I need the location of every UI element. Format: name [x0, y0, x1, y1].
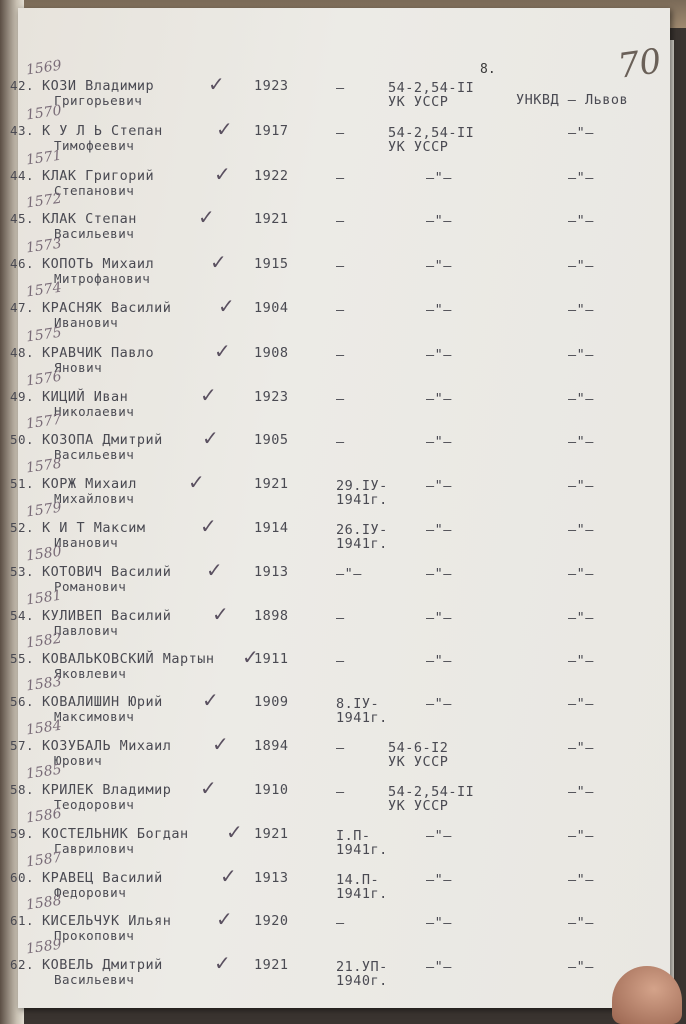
organ-ditto: –"–: [568, 347, 594, 363]
patronymic: Иванович: [54, 535, 119, 550]
patronymic: Васильевич: [54, 447, 135, 462]
checkmark-icon: ✓: [202, 688, 219, 712]
arrest-date: –: [336, 653, 345, 669]
row-number: 51.: [10, 476, 35, 491]
criminal-code: УК УССР: [388, 139, 449, 155]
organ-ditto: –"–: [568, 125, 594, 141]
birth-year: 1923: [254, 389, 289, 405]
patronymic: Николаевич: [54, 404, 135, 419]
checkmark-icon: ✓: [212, 732, 229, 756]
criminal-code: УК УССР: [388, 754, 449, 770]
criminal-article: –"–: [426, 566, 452, 582]
surname-first-name: К У Л Ь Степан: [42, 123, 163, 139]
archive-index-note: 1574: [25, 279, 63, 301]
criminal-article: –"–: [426, 478, 452, 494]
surname-first-name: КРАСНЯК Василий: [42, 300, 172, 316]
arrest-date: –: [336, 434, 345, 450]
birth-year: 1920: [254, 913, 289, 929]
criminal-article: –"–: [426, 258, 452, 274]
organ-ditto: –"–: [568, 434, 594, 450]
checkmark-icon: ✓: [202, 426, 219, 450]
surname-first-name: КУЛИВЕП Василий: [42, 608, 172, 624]
checkmark-icon: ✓: [216, 907, 233, 931]
organ-ditto: –"–: [568, 302, 594, 318]
archive-index-note: 1573: [25, 235, 63, 257]
organ-ditto: –"–: [568, 522, 594, 538]
row-number: 62.: [10, 957, 35, 972]
table-row: [10, 849, 670, 914]
arrest-date: –: [336, 80, 345, 96]
archive-index-note: 1579: [25, 499, 63, 521]
row-number: 43.: [10, 123, 35, 138]
criminal-article: –"–: [426, 347, 452, 363]
patronymic: Романович: [54, 579, 127, 594]
row-number: 58.: [10, 782, 35, 797]
criminal-article: –"–: [426, 434, 452, 450]
archive-index-note: 1581: [25, 587, 63, 609]
archive-index-note: 1588: [25, 892, 63, 914]
archive-index-note: 1582: [25, 630, 63, 652]
archive-index-note: 1572: [25, 190, 63, 212]
organ-ditto: –"–: [568, 784, 594, 800]
archive-index-note: 1570: [25, 102, 63, 124]
patronymic: Яковлевич: [54, 666, 127, 681]
arrest-date-year: 1941г.: [336, 536, 388, 552]
checkmark-icon: ✓: [200, 776, 217, 800]
row-number: 54.: [10, 608, 35, 623]
birth-year: 1921: [254, 211, 289, 227]
criminal-article: –"–: [426, 302, 452, 318]
organ-ditto: –"–: [568, 653, 594, 669]
row-number: 57.: [10, 738, 35, 753]
archive-index-note: 1576: [25, 368, 63, 390]
document-page: [10, 8, 670, 1008]
patronymic: Тимофеевич: [54, 138, 135, 153]
table-row: [10, 368, 670, 433]
organ-ditto: –"–: [568, 170, 594, 186]
table-row: [10, 936, 670, 1001]
arrest-date: –: [336, 258, 345, 274]
table-row: [10, 324, 670, 389]
patronymic: Гаврилович: [54, 841, 135, 856]
table-row: [10, 455, 670, 520]
birth-year: 1917: [254, 123, 289, 139]
arrest-date: 21.УП-: [336, 959, 388, 975]
patronymic: Васильевич: [54, 972, 135, 987]
patronymic: Юрович: [54, 753, 103, 768]
archive-index-note: 1589: [25, 936, 63, 958]
arrest-date: –: [336, 784, 345, 800]
organ-ditto: –"–: [568, 478, 594, 494]
surname-first-name: КРАВЕЦ Василий: [42, 870, 163, 886]
criminal-article: –"–: [426, 696, 452, 712]
criminal-article: –"–: [426, 915, 452, 931]
patronymic: Теодорович: [54, 797, 135, 812]
archive-index-note: 1585: [25, 761, 63, 783]
row-number: 49.: [10, 389, 35, 404]
birth-year: 1905: [254, 432, 289, 448]
row-number: 44.: [10, 168, 35, 183]
arrest-date: 26.IУ-: [336, 522, 388, 538]
surname-first-name: КОТОВИЧ Василий: [42, 564, 172, 580]
checkmark-icon: ✓: [200, 514, 217, 538]
arrest-date: –: [336, 125, 345, 141]
table-row: [10, 235, 670, 300]
criminal-article: 54-2,54-II: [388, 80, 475, 96]
checkmark-icon: ✓: [210, 250, 227, 274]
organ-ditto: –"–: [568, 872, 594, 888]
archive-index-note: 1586: [25, 805, 63, 827]
organ-ditto: –"–: [568, 959, 594, 975]
organ-ditto: –"–: [568, 915, 594, 931]
patronymic: Павлович: [54, 623, 119, 638]
patronymic: Григорьевич: [54, 93, 143, 108]
row-number: 47.: [10, 300, 35, 315]
birth-year: 1909: [254, 694, 289, 710]
birth-year: 1908: [254, 345, 289, 361]
criminal-article: –"–: [426, 391, 452, 407]
row-number: 52.: [10, 520, 35, 535]
criminal-article: 54-2,54-II: [388, 784, 475, 800]
archive-index-note: 1583: [25, 673, 63, 695]
arrest-date-year: 1941г.: [336, 492, 388, 508]
checkmark-icon: ✓: [208, 72, 225, 96]
arrest-date: –: [336, 170, 345, 186]
birth-year: 1910: [254, 782, 289, 798]
patronymic: Иванович: [54, 315, 119, 330]
arrest-date: –: [336, 347, 345, 363]
surname-first-name: КОСТЕЛЬНИК Богдан: [42, 826, 189, 842]
birth-year: 1913: [254, 870, 289, 886]
surname-first-name: К И Т Максим: [42, 520, 146, 536]
birth-year: 1911: [254, 651, 289, 667]
arrest-date: –: [336, 302, 345, 318]
arrest-date: –: [336, 213, 345, 229]
checkmark-icon: ✓: [214, 339, 231, 363]
criminal-article: –"–: [426, 653, 452, 669]
arrest-date-year: 1941г.: [336, 842, 388, 858]
arrest-date: –: [336, 391, 345, 407]
archive-index-note: 1587: [25, 849, 63, 871]
criminal-article: 54-2,54-II: [388, 125, 475, 141]
row-number: 48.: [10, 345, 35, 360]
patronymic: Янович: [54, 360, 103, 375]
birth-year: 1898: [254, 608, 289, 624]
checkmark-icon: ✓: [220, 864, 237, 888]
surname-first-name: КРАВЧИК Павло: [42, 345, 155, 361]
arrest-date: 8.IУ-: [336, 696, 380, 712]
archive-index-note: 1571: [25, 147, 63, 169]
arrest-date: –"–: [336, 566, 362, 582]
checkmark-icon: ✓: [206, 558, 223, 582]
surname-first-name: КОВАЛИШИН Юрий: [42, 694, 163, 710]
archive-sheet-number: 70: [615, 41, 664, 87]
criminal-article: –"–: [426, 610, 452, 626]
row-number: 45.: [10, 211, 35, 226]
surname-first-name: КОРЖ Михаил: [42, 476, 137, 492]
surname-first-name: КЛАК Григорий: [42, 168, 155, 184]
organ-ditto: –"–: [568, 213, 594, 229]
table-row: [10, 279, 670, 344]
checkmark-icon: ✓: [214, 162, 231, 186]
arrest-date-year: 1941г.: [336, 710, 388, 726]
page-number: 8.: [480, 62, 496, 77]
checkmark-icon: ✓: [200, 383, 217, 407]
patronymic: Степанович: [54, 183, 135, 198]
arrest-date-year: 1940г.: [336, 973, 388, 989]
criminal-article: –"–: [426, 170, 452, 186]
surname-first-name: КИСЕЛЬЧУК Ильян: [42, 913, 172, 929]
organ-ditto: –"–: [568, 391, 594, 407]
criminal-article: –"–: [426, 828, 452, 844]
archive-index-note: 1580: [25, 543, 63, 565]
birth-year: 1923: [254, 78, 289, 94]
patronymic: Прокопович: [54, 928, 135, 943]
arrest-date: 14.П-: [336, 872, 380, 888]
archive-index-note: 1578: [25, 455, 63, 477]
archive-index-note: 1575: [25, 324, 63, 346]
birth-year: 1922: [254, 168, 289, 184]
row-number: 61.: [10, 913, 35, 928]
checkmark-icon: ✓: [212, 602, 229, 626]
arrest-date-year: 1941г.: [336, 886, 388, 902]
surname-first-name: КИЦИЙ Иван: [42, 389, 129, 405]
criminal-article: 54-6-I2: [388, 740, 449, 756]
checkmark-icon: ✓: [188, 470, 205, 494]
table-row: [10, 761, 670, 826]
checkmark-icon: ✓: [218, 294, 235, 318]
birth-year: 1904: [254, 300, 289, 316]
birth-year: 1921: [254, 476, 289, 492]
row-number: 53.: [10, 564, 35, 579]
patronymic: Федорович: [54, 885, 127, 900]
birth-year: 1921: [254, 957, 289, 973]
checkmark-icon: ✓: [242, 645, 259, 669]
organ-ditto: –"–: [568, 740, 594, 756]
table-row: [10, 499, 670, 564]
organ-ditto: –"–: [568, 566, 594, 582]
surname-first-name: КЛАК Степан: [42, 211, 137, 227]
criminal-article: –"–: [426, 522, 452, 538]
organ-ditto: –"–: [568, 258, 594, 274]
arrest-date: –: [336, 610, 345, 626]
arrest-date: 29.IУ-: [336, 478, 388, 494]
surname-first-name: КОПОТЬ Михаил: [42, 256, 155, 272]
organ-ditto: –"–: [568, 828, 594, 844]
surname-first-name: КОЗУБАЛЬ Михаил: [42, 738, 172, 754]
surname-first-name: КОВАЛЬКОВСКИЙ Мартын: [42, 651, 215, 667]
criminal-article: –"–: [426, 959, 452, 975]
birth-year: 1915: [254, 256, 289, 272]
patronymic: Митрофанович: [54, 271, 151, 286]
birth-year: 1921: [254, 826, 289, 842]
criminal-article: –"–: [426, 872, 452, 888]
patronymic: Васильевич: [54, 226, 135, 241]
table-row: [10, 102, 670, 167]
surname-first-name: КРИЛЕК Владимир: [42, 782, 172, 798]
criminal-article: –"–: [426, 213, 452, 229]
archive-index-note: 1577: [25, 411, 63, 433]
row-number: 56.: [10, 694, 35, 709]
patronymic: Михайлович: [54, 491, 135, 506]
checkmark-icon: ✓: [198, 205, 215, 229]
organ-ditto: –"–: [568, 610, 594, 626]
surname-first-name: КОЗОПА Дмитрий: [42, 432, 163, 448]
birth-year: 1913: [254, 564, 289, 580]
archive-index-note: 1569: [25, 57, 63, 79]
criminal-code: УК УССР: [388, 798, 449, 814]
checkmark-icon: ✓: [216, 117, 233, 141]
organ-ditto: –"–: [568, 696, 594, 712]
row-number: 59.: [10, 826, 35, 841]
surname-first-name: КОВЕЛЬ Дмитрий: [42, 957, 163, 973]
row-number: 55.: [10, 651, 35, 666]
row-number: 42.: [10, 78, 35, 93]
row-number: 46.: [10, 256, 35, 271]
birth-year: 1894: [254, 738, 289, 754]
table-row: [10, 587, 670, 652]
arrest-date: I.П-: [336, 828, 371, 844]
row-number: 60.: [10, 870, 35, 885]
arrest-date: –: [336, 915, 345, 931]
patronymic: Максимович: [54, 709, 135, 724]
archive-index-note: 1584: [25, 717, 63, 739]
row-number: 50.: [10, 432, 35, 447]
arrest-date: –: [336, 740, 345, 756]
checkmark-icon: ✓: [214, 951, 231, 975]
checkmark-icon: ✓: [226, 820, 243, 844]
organ: УНКВД – Львов: [516, 92, 629, 108]
birth-year: 1914: [254, 520, 289, 536]
surname-first-name: КОЗИ Владимир: [42, 78, 155, 94]
criminal-code: УК УССР: [388, 94, 449, 110]
